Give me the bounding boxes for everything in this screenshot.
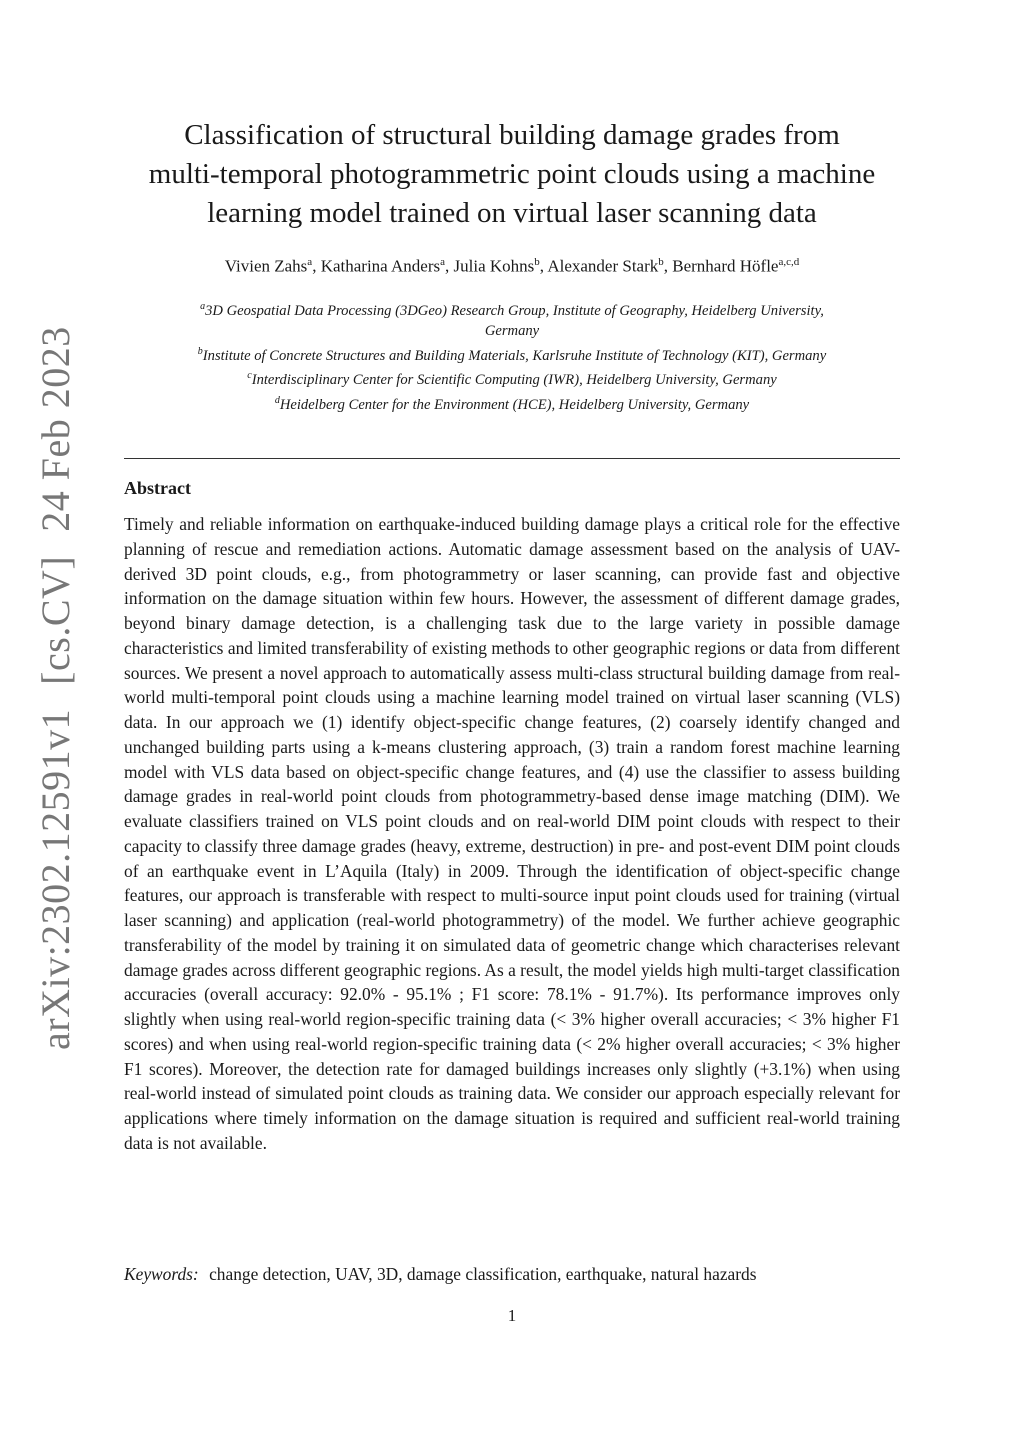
title-line: Classification of structural building damage grades from (184, 119, 840, 151)
affiliation-mark: c (247, 370, 252, 382)
affiliation-mark: d (274, 394, 280, 406)
keywords-label: Keywords: (124, 1264, 199, 1284)
author-name: Alexander Stark (547, 256, 659, 276)
affiliation-a (124, 297, 900, 321)
affiliation-text: Heidelberg Center for the Environment (HCE), Heidelberg University, Germany (279, 396, 750, 413)
author-list: Vivien Zahs$^a$, Katharina Anders$^a$, Julia Kohns$^b$, Alexander Stark$^b$, Bernhard Höfle$^{a,c,d}$ (224, 256, 800, 276)
abstract-divider (124, 458, 900, 459)
author-affiliation-mark: b (534, 256, 540, 268)
author-affiliation-mark: b (658, 256, 664, 268)
author-name: Bernhard Höfle (672, 256, 779, 276)
keywords-text: change detection, UAV, 3D, damage classification, earthquake, natural hazards (209, 1264, 757, 1284)
author-affiliation-mark: a (307, 256, 313, 268)
paper-title (124, 116, 900, 233)
arxiv-id: arXiv:2302.12591v1 (33, 708, 78, 1050)
affiliation-mark: b (197, 345, 203, 357)
abstract-text: Timely and reliable information on earthquake-induced building damage plays a critical role for the effective planning of rescue and remediation actions. Automatic damage assessment based on the analysis of UAV-derived 3D point clouds, e.g., from photogrammetry or laser scanning, can provide fast and objective information on the damage situation within few hours. However, the assessment of different damage grades, beyond binary damage detection, is a challenging task due to the large variety in possible damage characteristics and limited transferability of existing methods to other geographic regions or data from different sources. We present a novel approach to automatically assess multi-class structural building damage from real-world multi-temporal point clouds using a machine learning model trained on virtual laser scanning (VLS) data. In our approach we (1) identify object-specific change features, (2) coarsely identify changed and unchanged building parts using a k-means clustering approach, (3) train a random forest machine learning model with VLS data based on object-specific change features, and (4) use the classifier to assess building damage grades in real-world point clouds from photogrammetry-based dense image matching (DIM). We evaluate classifiers trained on VLS point clouds and on real-world DIM point clouds with respect to their capacity to classify three damage grades (heavy, extreme, destruction) in pre- and post-event DIM point clouds of an earthquake event in L’Aquila (Italy) in 2009. Through the identification of object-specific change features, our approach is transferable with respect to multi-source input point clouds used for training (virtual laser scanning) and application (real-world photogrammetry) of the model. We further achieve geographic transferability of the model by training it on simulated data of geometric change which characterises relevant damage grades across different geographic regions. As a result, the model yields high multi-target classification accuracies (overall accuracy: 92.0% - 95.1% ; F1 score: 78.1% - 91.7%). Its performance improves only slightly when using real-world region-specific training data (< 3% higher overall accuracies; < 3% higher F1 scores) and when using real-world region-specific training data (< 2% higher overall accuracies; < 3% higher F1 scores). Moreover, the detection rate for damaged buildings increases only slightly (+3.1%) when using real-world instead of simulated point clouds as training data. We consider our approach especially relevant for applications where timely information on the damage situation is required and sufficient real-world training data is not available. (124, 514, 900, 1153)
author-name: Vivien Zahs (224, 256, 308, 276)
author-affiliation-mark: a,c,d (778, 256, 800, 268)
affiliation-d (124, 391, 900, 415)
affiliation-text: Institute of Concrete Structures and Building Materials, Karlsruhe Institute of Technology (KIT), Germany (202, 347, 827, 364)
affiliation-c (124, 366, 900, 390)
affiliations (124, 297, 900, 415)
affiliation-text: 3D Geospatial Data Processing (3DGeo) Research Group, Institute of Geography, Heidelberg University, (205, 302, 824, 319)
title-line: learning model trained on virtual laser scanning data (207, 197, 817, 229)
page-number: 1 (507, 1306, 517, 1325)
keywords (124, 1264, 900, 1285)
author-name: Julia Kohns (453, 256, 535, 276)
author-affiliation-mark: a (440, 256, 446, 268)
affiliation-text: Interdisciplinary Center for Scientific Computing (IWR), Heidelberg University, Germany (251, 372, 777, 389)
title-line: multi-temporal photogrammetric point clouds using a machine (148, 158, 876, 190)
affiliation-mark: a (200, 301, 206, 312)
affiliation-a-cont: Germany (484, 323, 540, 340)
arxiv-date: 24 Feb 2023 (33, 326, 78, 532)
affiliation-b (124, 342, 900, 366)
arxiv-stamp (32, 326, 79, 1050)
arxiv-category: [cs.CV] (33, 555, 78, 685)
author-name: Katharina Anders (320, 256, 441, 276)
abstract-heading: Abstract (124, 478, 191, 498)
